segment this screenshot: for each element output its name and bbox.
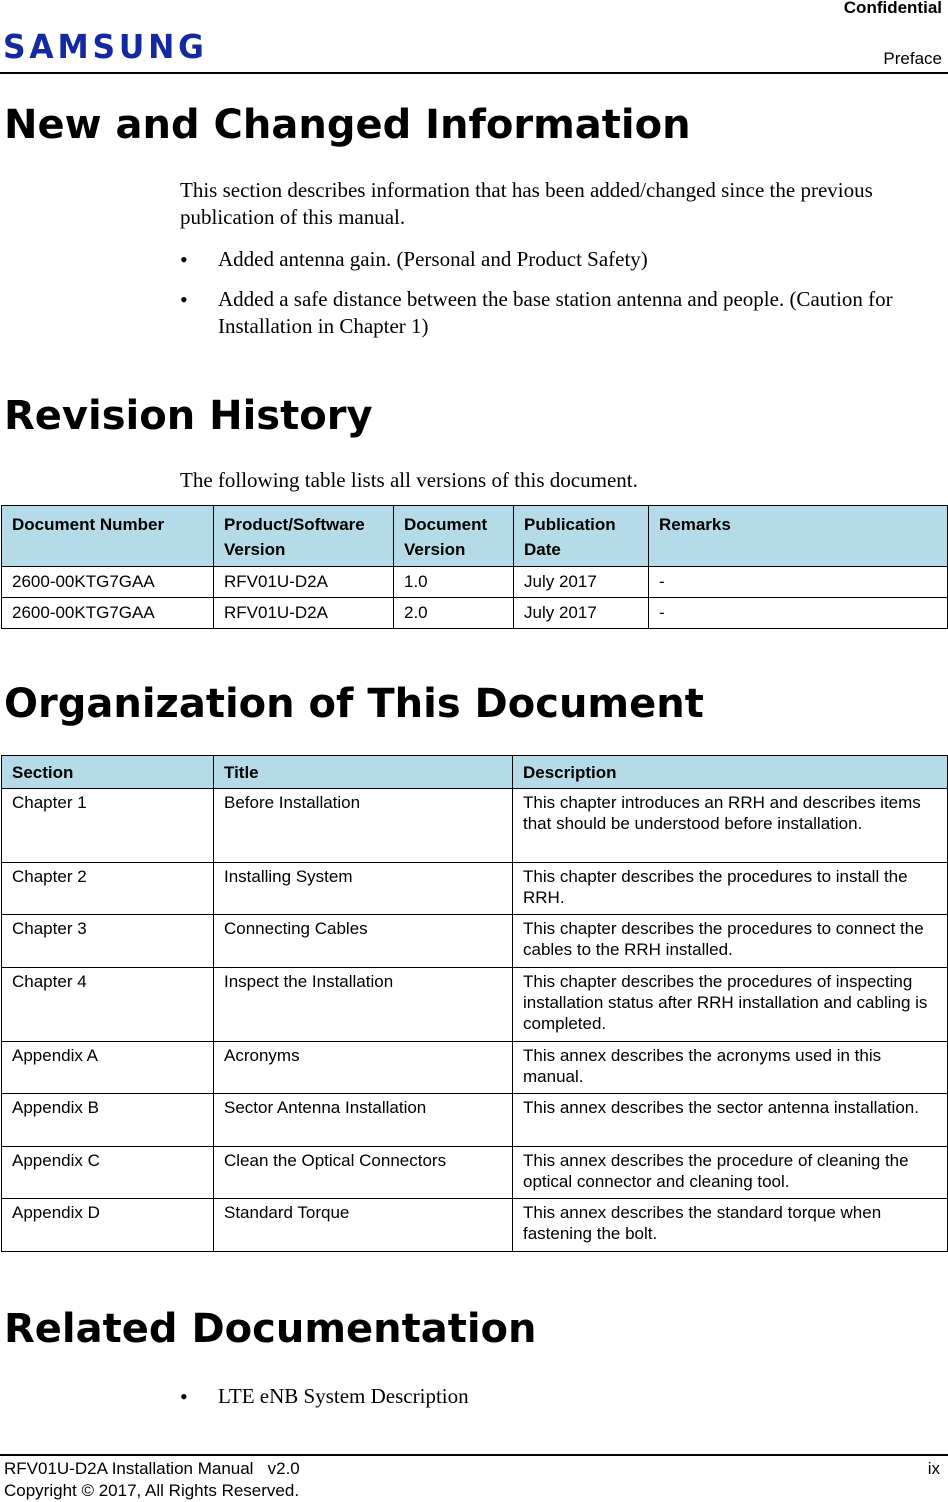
related-documentation-list [180,1383,930,1410]
table-row [2,1147,948,1199]
footer-manual-title: RFV01U-D2A Installation Manual v2.0 [4,1459,300,1478]
footer-page-number: ix [927,1459,940,1478]
table-row [2,968,948,1042]
list-item: • Added antenna gain. (Personal and Product Safety) [180,246,930,273]
table-header-row [2,506,948,567]
table-cell: Chapter 1 [2,789,214,863]
table-cell: RFV01U-D2A [214,567,394,598]
new-and-changed-intro: This section describes information that has been added/changed since the previous publication of this manual. [180,178,873,229]
list-item: • LTE eNB System Description [180,1383,930,1410]
table-cell: Chapter 3 [2,915,214,968]
table-cell: Standard Torque [214,1199,513,1252]
table-cell: Sector Antenna Installation [214,1094,513,1147]
table-row [2,598,948,629]
column-header: Publication Date [514,506,649,567]
table-cell: This chapter describes the procedures of inspecting installation status after RRH installation and cabling is completed. [513,968,948,1042]
table-header-row [2,756,948,789]
table-cell: Chapter 4 [2,968,214,1042]
samsung-logo: SAMSUNG [3,27,208,66]
table-row [2,863,948,915]
heading-new-and-changed: New and Changed Information [4,102,691,148]
table-cell: 2.0 [394,598,514,629]
table-cell: Inspect the Installation [214,968,513,1042]
table-row [2,789,948,863]
new-and-changed-list [180,246,930,340]
table-row [2,1042,948,1094]
table-cell: Before Installation [214,789,513,863]
table-cell: July 2017 [514,598,649,629]
revision-table [1,505,948,629]
heading-related-documentation: Related Documentation [4,1306,537,1352]
column-header: Product/Software Version [214,506,394,567]
heading-revision-history: Revision History [4,393,373,439]
column-header: Section [2,756,214,789]
table-cell: This annex describes the standard torque when fastening the bolt. [513,1199,948,1252]
heading-organization: Organization of This Document [4,681,704,727]
column-header: Title [214,756,513,789]
column-header: Description [513,756,948,789]
table-cell: Appendix C [2,1147,214,1199]
organization-table [1,755,948,1252]
table-row [2,567,948,598]
table-cell: Chapter 2 [2,863,214,915]
table-row [2,915,948,968]
table-cell: Appendix B [2,1094,214,1147]
list-item: • Added a safe distance between the base station antenna and people. (Caution for Installation in Chapter 1) [180,286,930,340]
table-cell: 1.0 [394,567,514,598]
table-cell: This annex describes the acronyms used in this manual. [513,1042,948,1094]
column-header: Document Number [2,506,214,567]
table-cell: Installing System [214,863,513,915]
table-cell: - [649,598,948,629]
table-cell: - [649,567,948,598]
table-cell: 2600-00KTG7GAA [2,567,214,598]
footer-divider [0,1454,948,1456]
table-cell: Appendix D [2,1199,214,1252]
column-header: Document Version [394,506,514,567]
table-row [2,1094,948,1147]
table-cell: 2600-00KTG7GAA [2,598,214,629]
header-divider [0,72,948,74]
table-cell: RFV01U-D2A [214,598,394,629]
table-cell: Appendix A [2,1042,214,1094]
footer-copyright: Copyright © 2017, All Rights Reserved. [4,1481,300,1500]
table-cell: This chapter describes the procedures to connect the cables to the RRH installed. [513,915,948,968]
table-cell: Connecting Cables [214,915,513,968]
column-header: Remarks [649,506,948,567]
table-cell: This annex describes the procedure of cleaning the optical connector and cleaning tool. [513,1147,948,1199]
table-cell: July 2017 [514,567,649,598]
table-cell: This annex describes the sector antenna installation. [513,1094,948,1147]
table-cell: Acronyms [214,1042,513,1094]
table-cell: This chapter introduces an RRH and describes items that should be understood before installation. [513,789,948,863]
confidential-label: Confidential [843,0,942,17]
table-cell: This chapter describes the procedures to install the RRH. [513,863,948,915]
table-row [2,1199,948,1252]
section-label: Preface [883,49,942,68]
revision-history-intro: The following table lists all versions of this document. [180,468,638,492]
table-cell: Clean the Optical Connectors [214,1147,513,1199]
